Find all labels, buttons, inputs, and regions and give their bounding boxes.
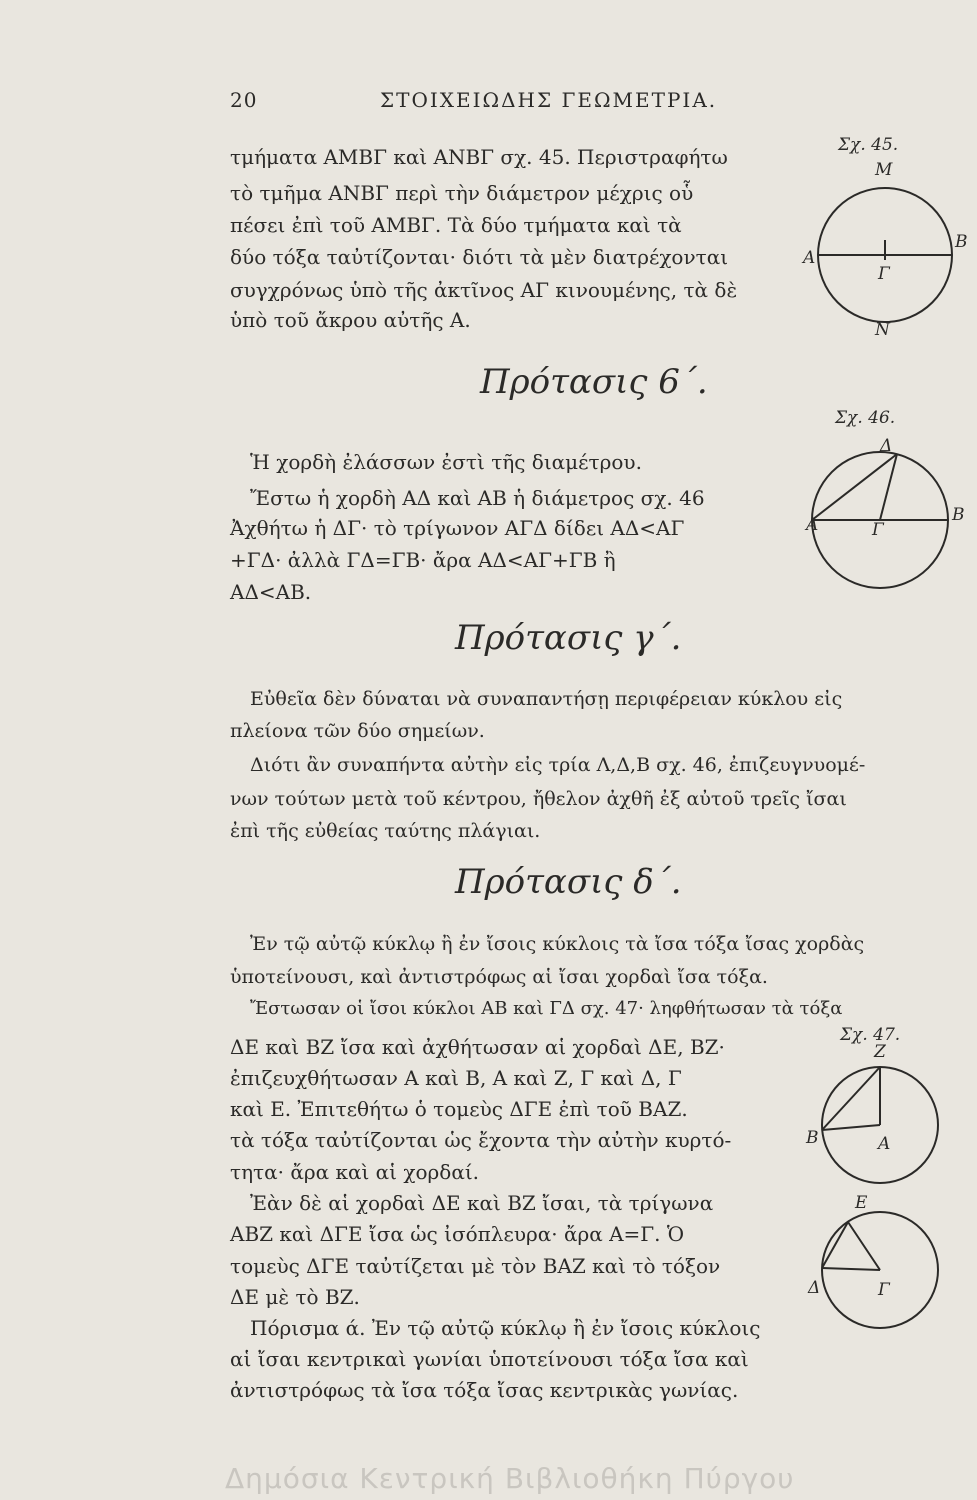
text-line: καὶ Ε. Ἐπιτεθήτω ὁ τομεὺς ΔΓΕ ἐπὶ τοῦ ΒΑΖ. bbox=[230, 1097, 688, 1121]
point-label: Μ bbox=[875, 160, 893, 180]
text-line: συγχρόνως ὑπὸ τῆς ἀκτῖνος ΑΓ κινουμένης, τὰ δὲ bbox=[230, 278, 738, 302]
point-label: Γ bbox=[878, 1280, 890, 1300]
point-label: Α bbox=[806, 515, 819, 535]
text-line: ΑΒΖ καὶ ΔΓΕ ἴσα ὡς ἰσόπλευρα· ἄρα Α=Γ. Ὁ bbox=[230, 1222, 685, 1246]
text-line: τὸ τμῆμα ΑΝΒΓ περὶ τὴν διάμετρον μέχρις οὗ bbox=[230, 181, 694, 205]
text-line: τητα· ἄρα καὶ αἱ χορδαί. bbox=[230, 1160, 480, 1184]
point-label: Γ bbox=[872, 520, 884, 540]
text-line: Ἡ χορδὴ ἐλάσσων ἐστὶ τῆς διαμέτρου. bbox=[250, 450, 642, 474]
text-line: τὰ τόξα ταὐτίζονται ὡς ἔχοντα τὴν αὐτὴν κυρτό- bbox=[230, 1128, 732, 1152]
text-line: Ἔστωσαν οἱ ἴσοι κύκλοι ΑΒ καὶ ΓΔ σχ. 47· ληφθήτωσαν τὰ τόξα bbox=[250, 998, 843, 1019]
proposition-heading: Πρότασις δ΄. bbox=[455, 862, 682, 902]
text-line: τμήματα ΑΜΒΓ καὶ ΑΝΒΓ σχ. 45. Περιστραφήτω bbox=[230, 145, 728, 169]
text-line: ΔΕ καὶ ΒΖ ἴσα καὶ ἀχθήτωσαν αἱ χορδαὶ ΔΕ, ΒΖ· bbox=[230, 1035, 725, 1059]
text-line: Ἐν τῷ αὐτῷ κύκλῳ ἢ ἐν ἴσοις κύκλοις τὰ ἴσα τόξα ἴσας χορδὰς bbox=[250, 933, 865, 955]
text-line: ἀντιστρόφως τὰ ἴσα τόξα ἴσας κεντρικὰς γωνίας. bbox=[230, 1378, 739, 1402]
point-label: Β bbox=[952, 505, 965, 525]
text-line: ΑΔ<ΑΒ. bbox=[230, 580, 312, 604]
point-label: Ν bbox=[875, 320, 890, 340]
text-line: τομεὺς ΔΓΕ ταὐτίζεται μὲ τὸν ΒΑΖ καὶ τὸ τόξον bbox=[230, 1254, 721, 1278]
point-label: Α bbox=[878, 1134, 891, 1154]
text-line: ΔΕ μὲ τὸ ΒΖ. bbox=[230, 1285, 360, 1309]
text-line: αἱ ἴσαι κεντρικαὶ γωνίαι ὑποτείνουσι τόξα ἴσα καὶ bbox=[230, 1347, 749, 1371]
point-label: Δ bbox=[808, 1278, 821, 1298]
text-line: Ἔστω ἡ χορδὴ ΑΔ καὶ ΑΒ ἡ διάμετρος σχ. 46 bbox=[250, 486, 705, 510]
point-label: Α bbox=[803, 248, 816, 268]
proposition-heading: Πρότασις γ΄. bbox=[455, 618, 682, 658]
text-line: Διότι ἂν συναπήντα αὐτὴν εἰς τρία Λ,Δ,Β σχ. 46, ἐπιζευγνυομέ- bbox=[250, 754, 866, 776]
point-label: Δ bbox=[880, 436, 893, 456]
text-line: Εὐθεῖα δὲν δύναται νὰ συναπαντήσῃ περιφέρειαν κύκλου εἰς bbox=[250, 688, 843, 710]
figure-caption: Σχ. 47. bbox=[840, 1025, 901, 1045]
text-line: +ΓΔ· ἀλλὰ ΓΔ=ΓΒ· ἄρα ΑΔ<ΑΓ+ΓΒ ἢ bbox=[230, 548, 616, 572]
library-watermark: Δημόσια Κεντρική Βιβλιοθήκη Πύργου bbox=[225, 1462, 795, 1495]
text-line: Πόρισμα ά. Ἐν τῷ αὐτῷ κύκλῳ ἢ ἐν ἴσοις κύκλοις bbox=[250, 1316, 761, 1340]
text-line: ἐπὶ τῆς εὐθείας ταύτης πλάγιαι. bbox=[230, 820, 541, 842]
point-label: Β bbox=[955, 232, 968, 252]
text-line: πλείονα τῶν δύο σημείων. bbox=[230, 720, 485, 742]
point-label: Γ bbox=[878, 264, 890, 284]
text-line: δύο τόξα ταὐτίζονται· διότι τὰ μὲν διατρέχονται bbox=[230, 245, 729, 269]
text-line: Ἀχθήτω ἡ ΔΓ· τὸ τρίγωνον ΑΓΔ δίδει ΑΔ<ΑΓ bbox=[230, 516, 685, 540]
figure-caption: Σχ. 45. bbox=[838, 135, 899, 155]
text-line: νων τούτων μετὰ τοῦ κέντρου, ἤθελον ἀχθῆ ἐξ αὐτοῦ τρεῖς ἴσαι bbox=[230, 788, 847, 810]
figure-46 bbox=[800, 440, 970, 610]
point-label: Ε bbox=[855, 1193, 868, 1213]
point-label: Β bbox=[806, 1128, 819, 1148]
text-line: Ἐὰν δὲ αἱ χορδαὶ ΔΕ καὶ ΒΖ ἴσαι, τὰ τρίγωνα bbox=[250, 1191, 714, 1215]
proposition-heading: Πρότασις 6΄. bbox=[480, 362, 708, 402]
figure-caption: Σχ. 46. bbox=[835, 408, 896, 428]
figure-47 bbox=[810, 1050, 970, 1350]
text-line: ὑπὸ τοῦ ἄκρου αὐτῆς Α. bbox=[230, 308, 471, 332]
text-line: ἐπιζευχθήτωσαν Α καὶ Β, Α καὶ Ζ, Γ καὶ Δ, Γ bbox=[230, 1066, 682, 1090]
text-line: ὑποτείνουσι, καὶ ἀντιστρόφως αἱ ἴσαι χορδαὶ ἴσα τόξα. bbox=[230, 966, 768, 988]
point-label: Ζ bbox=[874, 1042, 886, 1062]
page-number: 20 bbox=[230, 88, 258, 112]
text-line: πέσει ἐπὶ τοῦ ΑΜΒΓ. Τὰ δύο τμήματα καὶ τὰ bbox=[230, 213, 682, 237]
running-title: ΣΤΟΙΧΕΙΩΔΗΣ ΓΕΩΜΕΤΡΙΑ. bbox=[380, 88, 718, 112]
